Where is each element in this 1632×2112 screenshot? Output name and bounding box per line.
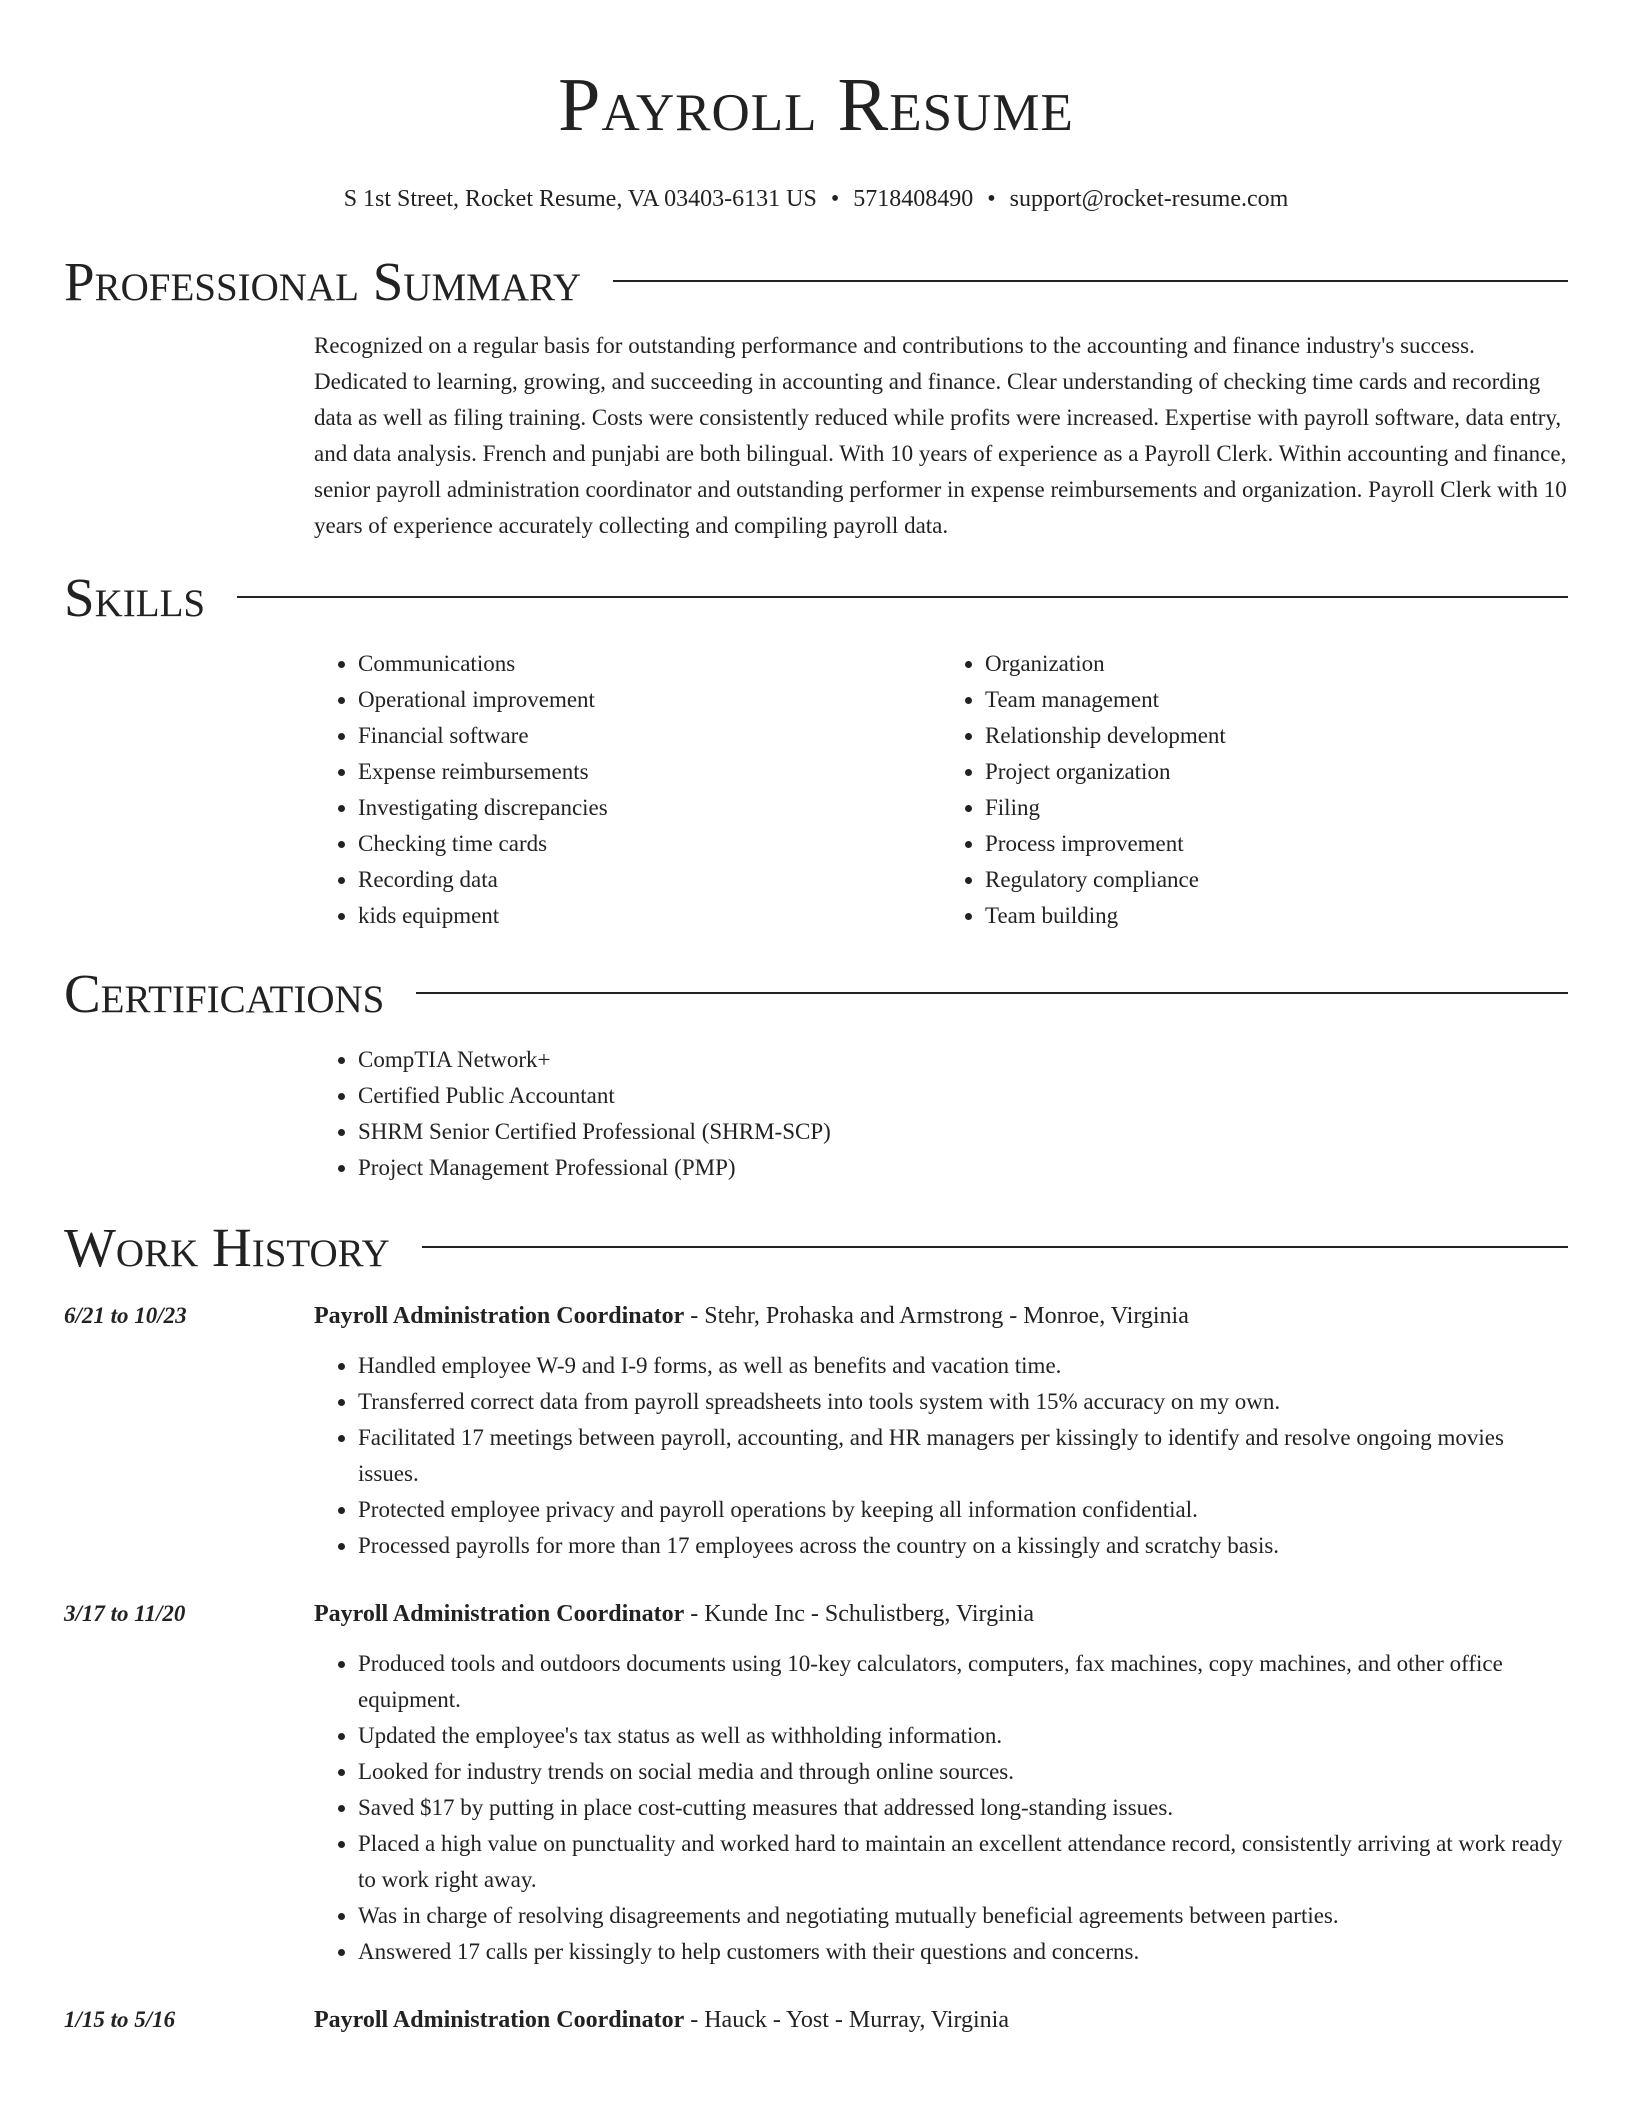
job-dates: 3/17 to 11/20: [64, 1601, 186, 1626]
job-title: Payroll Administration Coordinator: [314, 1303, 685, 1329]
certifications-block: [314, 1042, 1568, 1186]
skill-item: • Communications: [358, 646, 941, 682]
section-divider: [416, 992, 1568, 994]
summary-heading: Professional Summary: [64, 251, 582, 312]
summary-section-header: [64, 250, 1568, 314]
certification-item: • SHRM Senior Certified Professional (SHRM-SCP): [358, 1114, 1568, 1150]
job-dates: 1/15 to 5/16: [64, 2007, 176, 2032]
contact-separator: •: [830, 186, 840, 212]
contact-separator: •: [987, 186, 996, 212]
resume-name: Payroll Resume: [558, 63, 1074, 147]
job-dates: 6/21 to 10/23: [64, 1303, 187, 1328]
skills-section-header: [64, 566, 1568, 630]
skill-item: • Expense reimbursements: [358, 754, 941, 790]
certification-item: • Certified Public Accountant: [358, 1078, 1568, 1114]
certifications-list: [314, 1042, 1568, 1186]
job-bullet: • Looked for industry trends on social media and through online sources.: [358, 1754, 1568, 1790]
job-bullets: [314, 1348, 1568, 1564]
contact-phone: 5718408490: [853, 186, 974, 212]
job-body: [314, 1596, 1568, 1970]
skill-item: • Financial software: [358, 718, 941, 754]
skill-item: • kids equipment: [358, 898, 941, 934]
skills-columns: [314, 646, 1568, 934]
certification-item: • CompTIA Network+: [358, 1042, 1568, 1078]
job-bullet: • Saved $17 by putting in place cost-cutting measures that addressed long-standing issues.: [358, 1790, 1568, 1826]
skill-item: • Filing: [985, 790, 1568, 826]
job-bullet: • Facilitated 17 meetings between payroll, accounting, and HR managers per kissingly to identify and resolve ongoing movies issues.: [358, 1420, 1568, 1492]
section-divider: [422, 1246, 1568, 1248]
job-bullets: [314, 1646, 1568, 1970]
skill-item: • Checking time cards: [358, 826, 941, 862]
job-bullet: • Transferred correct data from payroll spreadsheets into tools system with 15% accuracy on my own.: [358, 1384, 1568, 1420]
contact-line: [64, 184, 1568, 214]
skill-item: • Regulatory compliance: [985, 862, 1568, 898]
certifications-heading: Certifications: [64, 963, 385, 1024]
job-bullet: • Produced tools and outdoors documents using 10-key calculators, computers, fax machines, copy machines, and other office equipment.: [358, 1646, 1568, 1718]
contact-address: S 1st Street, Rocket Resume, VA 03403-6131 US: [343, 186, 817, 212]
skill-item: • Operational improvement: [358, 682, 941, 718]
job-title-line: [314, 2002, 1568, 2038]
skills-list-left: [314, 646, 941, 934]
job-bullet: • Answered 17 calls per kissingly to help customers with their questions and concerns.: [358, 1934, 1568, 1970]
skill-item: • Project organization: [985, 754, 1568, 790]
skill-item: • Investigating discrepancies: [358, 790, 941, 826]
job-body: [314, 2002, 1568, 2038]
skill-item: • Organization: [985, 646, 1568, 682]
job-body: [314, 1298, 1568, 1564]
certifications-section-header: [64, 962, 1568, 1026]
skill-item: • Recording data: [358, 862, 941, 898]
skill-item: • Team management: [985, 682, 1568, 718]
section-divider: [613, 280, 1568, 282]
skills-heading: Skills: [64, 567, 206, 628]
certification-item: • Project Management Professional (PMP): [358, 1150, 1568, 1186]
job-details: - Stehr, Prohaska and Armstrong - Monroe, Virginia: [684, 1303, 1189, 1329]
skill-item: • Process improvement: [985, 826, 1568, 862]
job-title: Payroll Administration Coordinator: [314, 2007, 685, 2033]
skill-item: • Team building: [985, 898, 1568, 934]
work-history-section-header: [64, 1216, 1568, 1280]
job-details: - Kunde Inc - Schulistberg, Virginia: [684, 1601, 1035, 1627]
job-entry: [64, 1596, 1568, 1970]
job-bullet: • Processed payrolls for more than 17 employees across the country on a kissingly and scratchy basis.: [358, 1528, 1568, 1564]
summary-text: Recognized on a regular basis for outstanding performance and contributions to the accounting and finance industry's success. Dedicated to learning, growing, and succeeding in accounting and finance. Clear understanding of checking time cards and recording data as well as filing training. Costs were consistently reduced while profits were increased. Expertise with payroll software, data entry, and data analysis. French and punjabi are both bilingual. With 10 years of experience as a Payroll Clerk. Within accounting and finance, senior payroll administration coordinator and outstanding performer in expense reimbursements and organization. Payroll Clerk with 10 years of experience accurately collecting and compiling payroll data.: [314, 333, 1567, 538]
job-title: Payroll Administration Coordinator: [314, 1601, 685, 1627]
job-bullet: • Was in charge of resolving disagreements and negotiating mutually beneficial agreements between parties.: [358, 1898, 1568, 1934]
job-entry: [64, 1298, 1568, 1564]
job-bullet: • Updated the employee's tax status as well as withholding information.: [358, 1718, 1568, 1754]
section-divider: [237, 596, 1568, 598]
job-details: - Hauck - Yost - Murray, Virginia: [684, 2007, 1009, 2033]
job-bullet: • Handled employee W-9 and I-9 forms, as well as benefits and vacation time.: [358, 1348, 1568, 1384]
skill-item: • Relationship development: [985, 718, 1568, 754]
contact-email: support@rocket-resume.com: [1009, 186, 1289, 212]
skills-list-right: [941, 646, 1568, 934]
job-entry: [64, 2002, 1568, 2038]
work-history-heading: Work History: [64, 1217, 390, 1278]
job-title-line: [314, 1298, 1568, 1334]
job-bullet: • Protected employee privacy and payroll operations by keeping all information confidential.: [358, 1492, 1568, 1528]
job-title-line: [314, 1596, 1568, 1632]
job-bullet: • Placed a high value on punctuality and worked hard to maintain an excellent attendance record, consistently arriving at work ready to work right away.: [358, 1826, 1568, 1898]
